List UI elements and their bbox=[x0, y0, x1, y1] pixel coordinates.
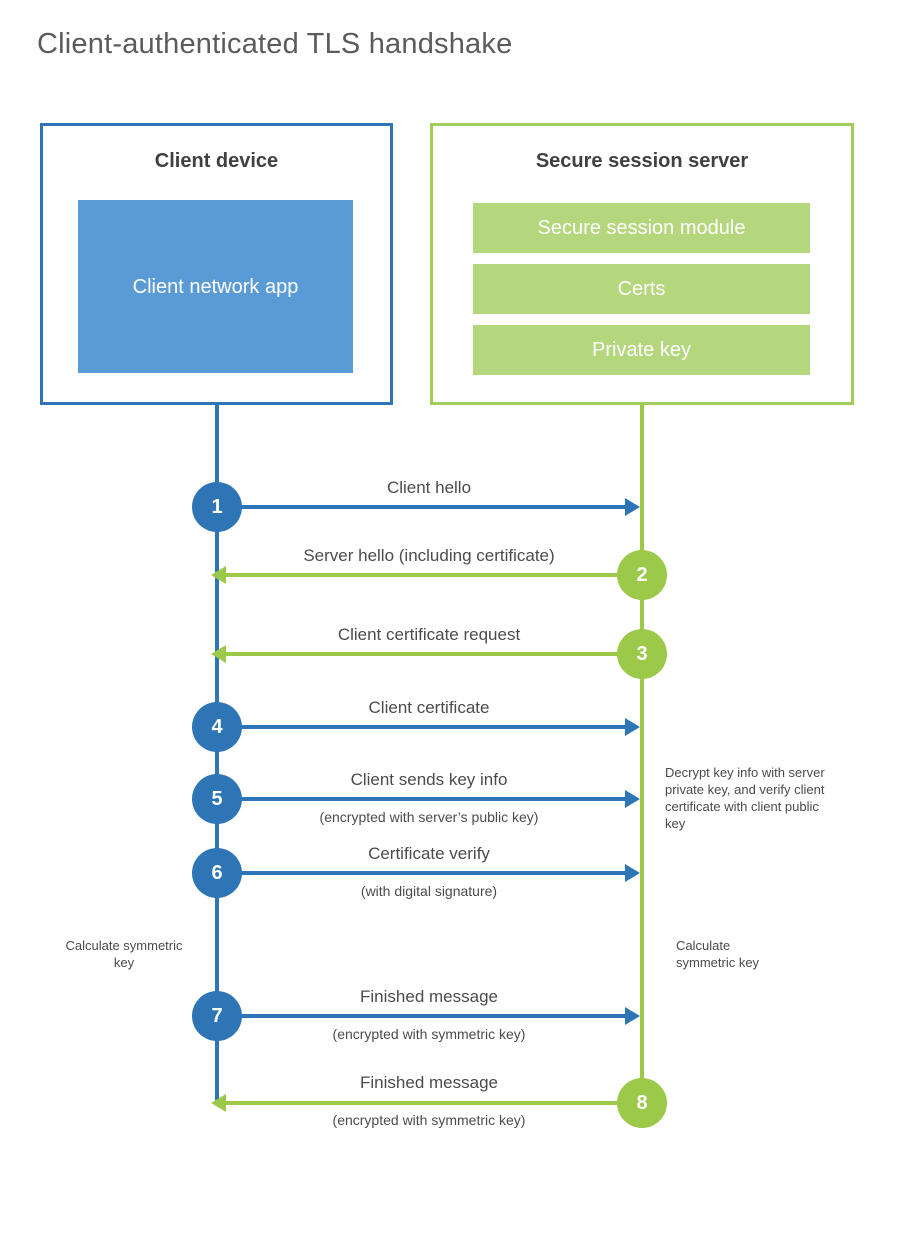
message-label-server-hello: Server hello (including certificate) bbox=[303, 546, 555, 565]
decrypt-note: Decrypt key info with server private key, and verify client certificate with client public key bbox=[665, 765, 825, 831]
server-module-private-key: Private key bbox=[473, 325, 810, 375]
message-sublabel-step5: (encrypted with server’s public key) bbox=[319, 809, 539, 825]
client-network-app-label: Client network app bbox=[132, 275, 299, 298]
arrowhead-right-icon bbox=[625, 718, 640, 736]
server-lifeline bbox=[640, 405, 644, 1128]
arrow-line-step2 bbox=[225, 573, 642, 577]
step-circle-2: 2 bbox=[617, 550, 667, 600]
arrow-line-step5 bbox=[217, 797, 627, 801]
message-label-client-key-info: Client sends key info bbox=[350, 770, 508, 789]
message-label-client-hello: Client hello bbox=[386, 478, 472, 497]
step-circle-4: 4 bbox=[192, 702, 242, 752]
arrow-line-step8 bbox=[225, 1101, 642, 1105]
arrow-line-step7 bbox=[217, 1014, 627, 1018]
arrow-line-step1 bbox=[217, 505, 627, 509]
arrow-line-step4 bbox=[217, 725, 627, 729]
secure-session-server-box bbox=[430, 123, 854, 405]
client-device-title: Client device bbox=[154, 150, 279, 172]
calculate-symmetric-key-left: Calculate symmetric key bbox=[65, 938, 183, 970]
secure-session-server-title: Secure session server bbox=[535, 150, 749, 172]
step-circle-3: 3 bbox=[617, 629, 667, 679]
arrow-line-step6 bbox=[217, 871, 627, 875]
server-module-secure-session: Secure session module bbox=[473, 203, 810, 253]
arrow-line-step3 bbox=[225, 652, 642, 656]
step-circle-5: 5 bbox=[192, 774, 242, 824]
message-label-client-certificate: Client certificate bbox=[368, 698, 490, 717]
arrowhead-left-icon bbox=[211, 1094, 226, 1112]
message-sublabel-step7: (encrypted with symmetric key) bbox=[332, 1026, 526, 1042]
page-title: Client-authenticated TLS handshake bbox=[37, 28, 513, 60]
client-device-box bbox=[40, 123, 393, 405]
client-network-app-box bbox=[78, 200, 353, 373]
arrowhead-left-icon bbox=[211, 566, 226, 584]
step-circle-1: 1 bbox=[192, 482, 242, 532]
calculate-symmetric-key-right: Calculate symmetric key bbox=[676, 938, 760, 970]
message-label-certificate-verify: Certificate verify bbox=[368, 844, 490, 863]
arrowhead-left-icon bbox=[211, 645, 226, 663]
message-label-finished-client: Finished message bbox=[360, 987, 498, 1006]
server-module-certs: Certs bbox=[473, 264, 810, 314]
message-sublabel-step6: (with digital signature) bbox=[360, 883, 498, 899]
message-label-finished-server: Finished message bbox=[360, 1073, 498, 1092]
step-circle-8: 8 bbox=[617, 1078, 667, 1128]
arrowhead-right-icon bbox=[625, 790, 640, 808]
step-circle-7: 7 bbox=[192, 991, 242, 1041]
arrowhead-right-icon bbox=[625, 864, 640, 882]
arrowhead-right-icon bbox=[625, 1007, 640, 1025]
step-circle-6: 6 bbox=[192, 848, 242, 898]
message-sublabel-step8: (encrypted with symmetric key) bbox=[332, 1112, 526, 1128]
arrowhead-right-icon bbox=[625, 498, 640, 516]
message-label-client-cert-request: Client certificate request bbox=[337, 625, 521, 644]
